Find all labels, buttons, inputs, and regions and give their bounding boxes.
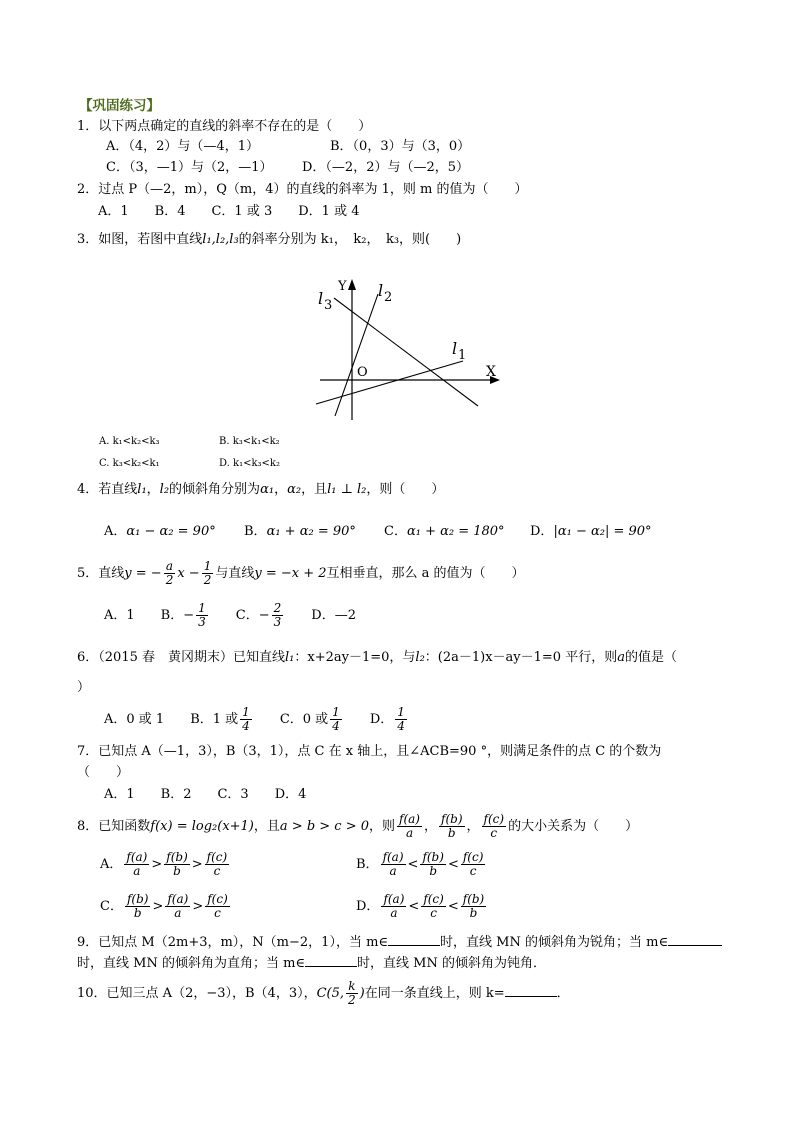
q6-frac-b-num: 1 <box>242 705 250 719</box>
q8-c-f1 <box>125 893 151 920</box>
q1-option-d: D．（—2，2）与（—2，5） <box>302 160 470 175</box>
q8-b-f1-den: a <box>389 864 397 878</box>
q6-frac-d-den: 4 <box>397 719 405 733</box>
q6-frac-b <box>240 706 252 733</box>
q5-y1: y = − <box>124 566 162 581</box>
q8-d-f2 <box>421 893 446 920</box>
q8-c-f2 <box>165 893 190 920</box>
q10-point-end: ) <box>359 986 365 1001</box>
q8-a-f2-num: f(b) <box>166 850 188 864</box>
q4-sep2: ， <box>274 482 288 497</box>
q5-frac-b <box>202 560 214 587</box>
q7-stem: 7．已知点 A（—1，3），B（3，1），点 C 在 x 轴上，且∠ACB=90 °，则满足条件的点 C 的个数为 <box>77 744 662 759</box>
q5-frac-a <box>164 560 176 587</box>
q8-b-f3-num: f(c) <box>462 850 484 864</box>
q6-a: a <box>617 650 625 665</box>
q4-stem-a: 4．若直线 <box>77 482 138 497</box>
q8-a-label: A． <box>100 857 123 872</box>
q8-comma2: ， <box>466 819 480 834</box>
q10-stem-a: 10．已知三点 A（2，−3），B（4，3）， <box>77 986 317 1001</box>
q4-d-label: D． <box>530 524 554 539</box>
q3-option-c: C. k₃<k₂<k₁ <box>99 458 160 469</box>
q6-frac-c-num: 1 <box>332 705 340 719</box>
q3-option-d: D. k₁<k₃<k₂ <box>219 458 280 469</box>
q2-options: A．1 B．4 C．1 或 3 D．1 或 4 <box>98 204 360 219</box>
q4-alpha2: α₂ <box>287 482 302 497</box>
q5-opt-c-num: 2 <box>273 601 282 615</box>
q8-c-f2-num: f(a) <box>167 892 189 906</box>
q4-l1: l₁ <box>137 482 147 497</box>
q4-b-label: B． <box>244 524 267 539</box>
q5-opt-c: C．− <box>235 608 270 623</box>
fig-label-x: X <box>486 364 496 380</box>
q6-stem-end: ） <box>77 680 91 695</box>
line-l1 <box>316 361 463 404</box>
q10-frac-k-den: 2 <box>348 993 356 1007</box>
q8-d-op1: < <box>408 899 420 914</box>
q8-d-f2-num: f(c) <box>423 892 444 906</box>
q1-stem: 1．以下两点确定的直线的斜率不存在的是（ ） <box>77 119 372 134</box>
q8-comma1: ， <box>424 819 438 834</box>
q8-a-f3-den: c <box>213 864 221 878</box>
section-title: 【巩固练习】 <box>79 98 160 114</box>
q5-opt-b-num: 1 <box>198 601 206 615</box>
q8-d-f2-den: c <box>430 906 437 920</box>
q4-d-math: |α₁ − α₂| = 90° <box>553 524 652 539</box>
q8-option-b <box>356 850 487 880</box>
q6-opt-d: D． <box>369 712 394 727</box>
q6-frac-c-den: 4 <box>332 719 340 733</box>
q9-line2-a: 时，直线 MN 的倾斜角为直角；当 m∈ <box>77 956 306 971</box>
q6-stem-b: 的值是（ <box>624 650 677 665</box>
q4-option-b <box>244 524 356 540</box>
q7-stem-end: （ ） <box>77 765 130 780</box>
q8-a-op2: > <box>191 857 203 872</box>
q8-c-op2: > <box>192 899 204 914</box>
q8-fc-num: f(c) <box>483 812 505 826</box>
q6-l2: l₂ <box>415 650 425 665</box>
q5-stem-b: 与直线 <box>215 566 255 581</box>
q5-opt-ab: A．1 B．− <box>104 608 195 623</box>
q5-stem <box>77 560 525 588</box>
q8-d-op2: < <box>447 899 459 914</box>
q8-stem <box>77 812 638 842</box>
q8-a-f2 <box>164 851 190 878</box>
q4-stem-b: 的倾斜角分别为 <box>169 482 261 497</box>
q10-blank[interactable] <box>505 984 557 997</box>
q8-d-label: D． <box>356 899 380 914</box>
q6-eq2: ：(2a－1)x－ay－1=0 平行，则 <box>424 650 618 665</box>
q6-l1: l₁ <box>285 650 295 665</box>
q5-frac-opt-c <box>272 602 284 629</box>
q8-frac-fa <box>397 813 422 840</box>
q5-frac-a-num: a <box>164 560 176 574</box>
q1-option-a: A．（4，2）与（—4，1） <box>106 139 259 154</box>
q8-fc-den: c <box>490 826 498 840</box>
q10-stem <box>77 978 570 1010</box>
q4-a-math: α₁ − α₂ = 90° <box>126 524 216 539</box>
q8-a-f3-num: f(c) <box>206 850 228 864</box>
q5-opt-b-den: 3 <box>198 615 206 629</box>
q5-frac-b-num: 1 <box>203 559 212 573</box>
y-axis-arrow <box>348 279 356 290</box>
q4-option-d <box>530 524 652 540</box>
q8-frac-fb <box>439 813 465 840</box>
q8-b-f2-den: b <box>429 864 438 878</box>
q8-b-f1 <box>381 851 406 878</box>
q5-frac-b-den: 2 <box>203 573 212 587</box>
q8-fa-num: f(a) <box>399 812 420 826</box>
q8-a-f1 <box>124 851 149 878</box>
q4-option-a <box>104 524 216 540</box>
q5-frac-opt-b <box>196 602 208 629</box>
fig-label-o: O <box>357 365 368 380</box>
q8-a-f1-num: f(a) <box>126 850 148 864</box>
fig-label-l2-sub: 2 <box>384 290 393 305</box>
q4-option-c <box>384 524 505 540</box>
q4-a-label: A． <box>104 524 127 539</box>
q6-opt-ab: A．0 或 1 B．1 或 <box>104 712 239 727</box>
q6-stem <box>77 650 677 666</box>
q10-stem-c: ． <box>556 986 570 1001</box>
q8-stem-d: 的大小关系为（ ） <box>508 819 639 834</box>
q4-c-math: α₁ + α₂ = 180° <box>406 524 505 539</box>
q3-stem-a: 3．如图，若图中直线 <box>77 232 203 247</box>
q5-x1: x − <box>177 566 200 581</box>
q6-eq1: ：x+2ay－1=0，与 <box>294 650 416 665</box>
q8-a-op1: > <box>151 857 163 872</box>
q5-options <box>104 602 356 630</box>
q8-b-op1: < <box>407 857 419 872</box>
q9-line1-a: 9．已知点 M（2m+3，m），N（m−2，1），当 m∈ <box>77 935 389 950</box>
q3-option-b: B. k₃<k₁<k₂ <box>219 436 280 447</box>
q8-c-label: C． <box>100 899 123 914</box>
q3-option-a: A. k₁<k₂<k₃ <box>99 436 160 447</box>
q6-opt-c: C．0 或 <box>279 712 329 727</box>
q8-stem-a: 8．已知函数 <box>77 819 151 834</box>
q8-b-f2 <box>420 851 446 878</box>
q8-func: f(x) = log₂(x+1) <box>150 819 254 834</box>
q9-line1-b: 时，直线 MN 的倾斜角为锐角；当 m∈ <box>440 935 669 950</box>
q8-option-c <box>100 892 232 922</box>
q8-d-f1-num: f(a) <box>383 892 405 906</box>
q6-frac-d <box>395 706 407 733</box>
q2-stem: 2．过点 P（—2，m），Q（m，4）的直线的斜率为 1，则 m 的值为（ ） <box>77 182 528 197</box>
q4-b-math: α₁ + α₂ = 90° <box>266 524 356 539</box>
q7-options: A．1 B．2 C．3 D．4 <box>104 787 307 802</box>
q9-line1 <box>77 933 722 951</box>
q6-options <box>104 706 409 734</box>
q8-c-f3 <box>205 893 230 920</box>
q8-fb-num: f(b) <box>441 812 463 826</box>
q4-sep: ， <box>146 482 160 497</box>
q8-c-f2-den: a <box>174 906 182 920</box>
q5-y2: y = −x + 2 <box>254 566 327 581</box>
q8-option-d <box>356 892 488 922</box>
q8-b-f3 <box>461 851 486 878</box>
q8-c-op1: > <box>152 899 164 914</box>
q9-line2 <box>77 954 546 972</box>
q5-stem-a: 5．直线 <box>77 566 125 581</box>
q4-c-label: C． <box>384 524 407 539</box>
fig-label-l1: l <box>452 339 458 358</box>
q9-blank-1[interactable] <box>388 933 440 946</box>
q6-stem-a: 6．（2015 春 黄冈期末）已知直线 <box>77 650 285 665</box>
q4-stem-d: ，则（ ） <box>366 482 445 497</box>
q10-frac-k-num: k <box>346 980 358 994</box>
fig-label-l3-sub: 3 <box>324 298 333 313</box>
q5-opt-c-den: 3 <box>273 615 282 629</box>
q8-b-f3-den: c <box>469 864 477 878</box>
q8-b-label: B． <box>356 857 379 872</box>
q8-frac-fc <box>482 813 507 840</box>
q6-frac-b-den: 4 <box>242 719 250 733</box>
q3-lines: l₁,l₂,l₃ <box>202 232 239 247</box>
q6-frac-d-num: 1 <box>397 705 405 719</box>
q4-stem-c: ，且 <box>301 482 328 497</box>
q6-frac-c <box>330 706 342 733</box>
q4-alpha1: α₁ <box>260 482 275 497</box>
q9-blank-2[interactable] <box>668 933 722 946</box>
q5-frac-a-den: 2 <box>165 573 174 587</box>
q5-opt-d: D．—2 <box>311 608 356 623</box>
q8-b-f1-num: f(a) <box>382 850 404 864</box>
q4-perp: l₁ ⊥ l₂ <box>327 482 367 497</box>
fig-label-l1-sub: 1 <box>458 348 467 363</box>
q8-a-f2-den: b <box>173 864 181 878</box>
q8-b-op2: < <box>447 857 459 872</box>
q8-c-f1-num: f(b) <box>126 892 149 906</box>
q9-blank-3[interactable] <box>305 954 357 967</box>
q5-stem-c: 互相垂直，那么 a 的值为（ ） <box>326 566 525 581</box>
q8-a-f1-den: a <box>133 864 141 878</box>
q8-a-f3 <box>205 851 230 878</box>
q1-option-c: C．（3，—1）与（2，—1） <box>106 160 273 175</box>
q10-frac-k <box>346 980 358 1007</box>
q8-c-f1-den: b <box>133 906 142 920</box>
q8-d-f3-num: f(b) <box>462 892 485 906</box>
q8-stem-c: ，则 <box>369 819 396 834</box>
q8-fa-den: a <box>405 826 414 840</box>
fig-label-y: Y <box>338 279 347 294</box>
q8-c-f3-den: c <box>214 906 221 920</box>
q9-line2-b: 时，直线 MN 的倾斜角为钝角． <box>357 956 546 971</box>
q8-option-a <box>100 850 231 880</box>
q8-stem-b: ，且 <box>253 819 280 834</box>
q1-option-b: B．（0，3）与（3，0） <box>330 139 471 154</box>
fig-label-l2: l <box>378 281 384 300</box>
fig-label-l3: l <box>318 289 324 308</box>
q4-l2: l₂ <box>159 482 170 497</box>
q8-cond: a > b > c > 0 <box>279 819 370 834</box>
q4-stem <box>77 482 444 498</box>
q10-stem-b: 在同一条直线上，则 k= <box>364 986 505 1001</box>
q8-d-f1 <box>381 893 406 920</box>
q8-c-f3-num: f(c) <box>207 892 228 906</box>
q8-d-f3 <box>461 893 487 920</box>
line-l2 <box>335 294 378 416</box>
q8-fb-den: b <box>447 826 456 840</box>
q8-d-f1-den: a <box>390 906 398 920</box>
q10-point: C(5, <box>316 986 345 1001</box>
q3-stem-b: 的斜率分别为 k₁， k₂， k₃，则( ) <box>238 232 462 247</box>
q8-d-f3-den: b <box>469 906 478 920</box>
q8-b-f2-num: f(b) <box>422 850 444 864</box>
